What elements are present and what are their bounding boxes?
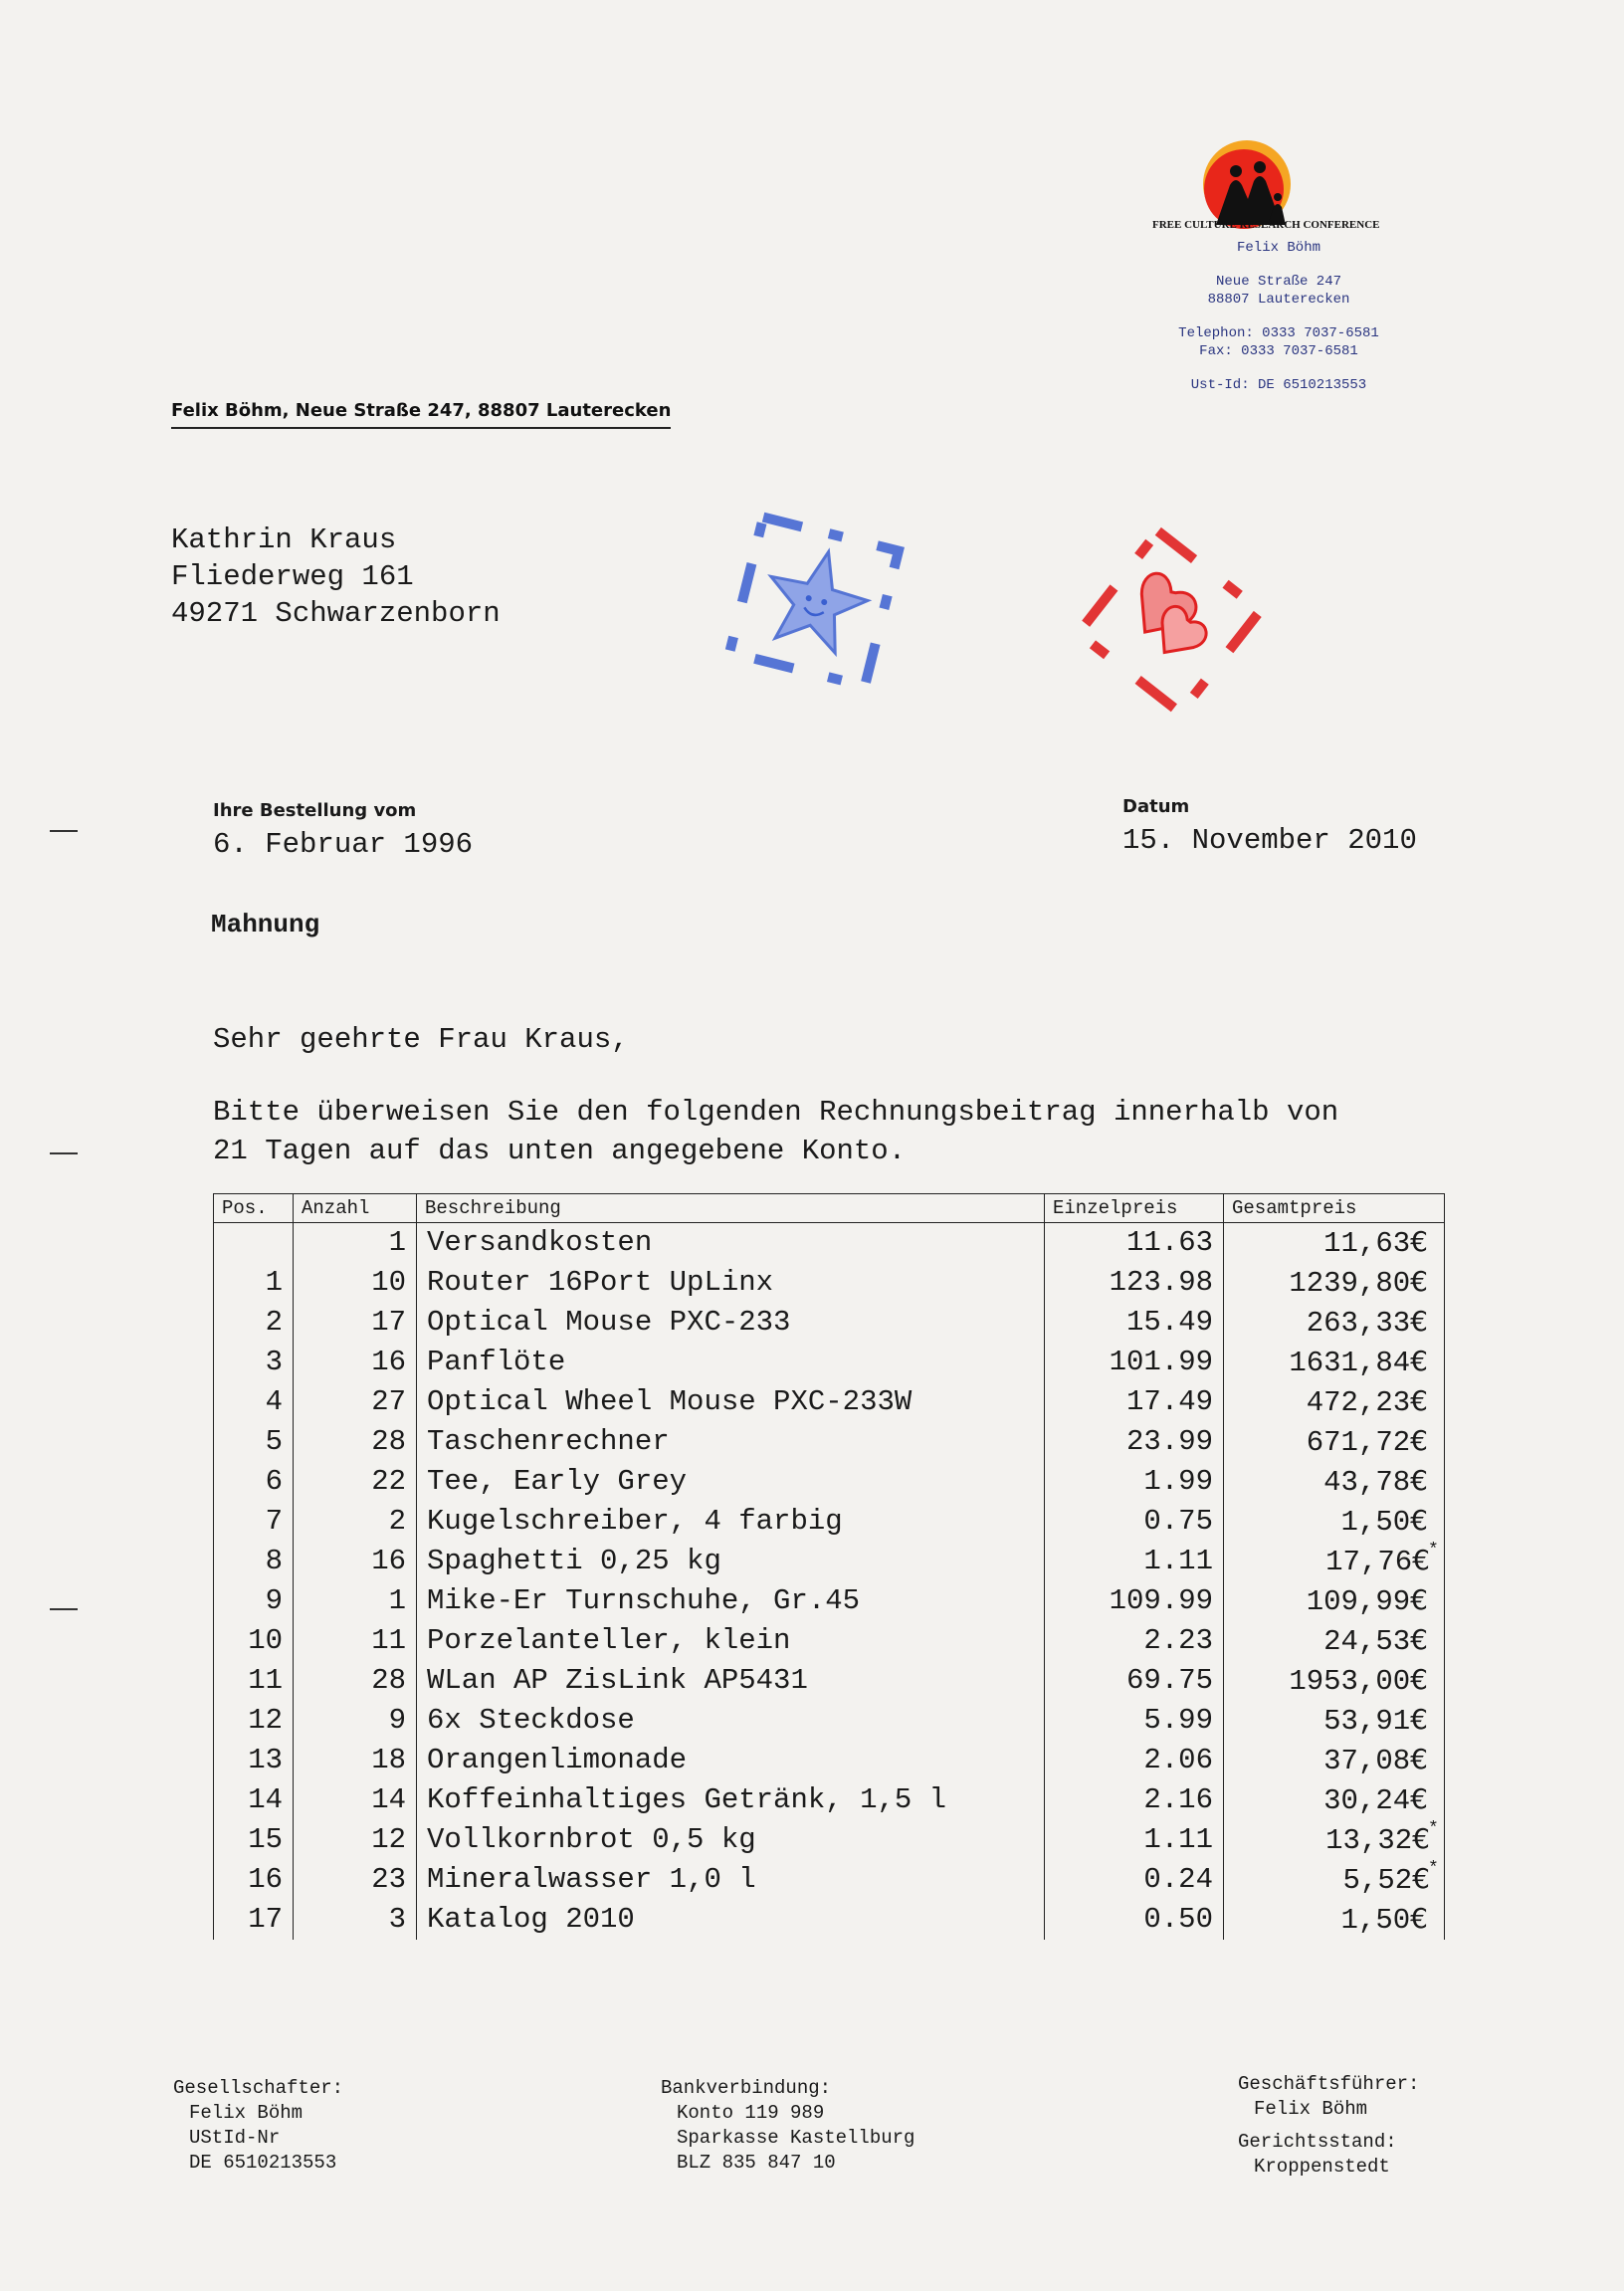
row-total-value: 13,32 — [1325, 1824, 1413, 1857]
logo-text: FREE CULTURE RESEARCH CONFERENCE — [1152, 219, 1380, 231]
footer-bank-account: Konto 119 989 — [677, 2102, 825, 2124]
row-total-price — [1224, 1422, 1445, 1462]
items-table — [213, 1193, 1445, 1940]
order-label: Ihre Bestellung vom — [213, 800, 417, 821]
star-stamp-icon — [716, 503, 915, 702]
row-pos: 11 — [214, 1661, 294, 1701]
euro-sign: € — [1412, 1544, 1430, 1576]
table-row — [214, 1542, 1445, 1581]
greeting: Sehr geehrte Frau Kraus, — [213, 1023, 629, 1056]
recipient-city: 49271 Schwarzenborn — [171, 597, 501, 630]
recipient-street: Fliederweg 161 — [171, 560, 414, 593]
row-qty: 9 — [294, 1701, 417, 1741]
row-description: WLan AP ZisLink AP5431 — [417, 1661, 1045, 1701]
euro-sign: € — [1410, 1345, 1428, 1377]
euro-sign: € — [1410, 1464, 1428, 1497]
return-address: Felix Böhm, Neue Straße 247, 88807 Lauterecken — [171, 400, 671, 429]
footer-court-name: Kroppenstedt — [1254, 2156, 1390, 2178]
row-pos: 17 — [214, 1900, 294, 1940]
euro-sign: € — [1410, 1623, 1428, 1656]
recipient-name: Kathrin Kraus — [171, 523, 397, 556]
table-row — [214, 1860, 1445, 1900]
row-total-value: 1239,80 — [1289, 1267, 1411, 1300]
table-row — [214, 1263, 1445, 1303]
euro-sign: € — [1410, 1265, 1428, 1298]
row-unit-price: 69.75 — [1045, 1661, 1224, 1701]
row-total-value: 43,78 — [1323, 1466, 1411, 1499]
sender-telephone: Telephon: 0333 7037-6581 — [1178, 325, 1379, 341]
footer-ustid-value: DE 6510213553 — [189, 2152, 337, 2174]
body-text — [213, 1093, 1338, 1170]
row-pos: 10 — [214, 1621, 294, 1661]
body-line-2: 21 Tagen auf das unten angegebene Konto. — [213, 1135, 907, 1167]
row-unit-price: 17.49 — [1045, 1382, 1224, 1422]
fold-mark — [50, 830, 78, 832]
date-label: Datum — [1122, 796, 1190, 817]
footer-ceo-name: Felix Böhm — [1254, 2098, 1368, 2120]
table-header-row — [214, 1194, 1445, 1223]
recipient-address — [171, 521, 501, 632]
fold-mark — [50, 1152, 78, 1154]
header-description: Beschreibung — [417, 1194, 1045, 1223]
row-description: Mike-Er Turnschuhe, Gr.45 — [417, 1581, 1045, 1621]
row-unit-price: 123.98 — [1045, 1263, 1224, 1303]
row-total-value: 1,50 — [1340, 1904, 1411, 1937]
row-description: Porzelanteller, klein — [417, 1621, 1045, 1661]
footer-ustid-label: UStId-Nr — [189, 2127, 281, 2149]
footer-shareholder — [173, 2076, 343, 2176]
footer-bank-title: Bankverbindung: — [661, 2077, 832, 2099]
row-total-value: 1,50 — [1340, 1506, 1411, 1539]
row-total-price — [1224, 1382, 1445, 1422]
row-unit-price: 11.63 — [1045, 1223, 1224, 1264]
euro-sign: € — [1412, 1822, 1430, 1855]
row-description: Taschenrechner — [417, 1422, 1045, 1462]
table-row — [214, 1661, 1445, 1701]
row-total-price — [1224, 1462, 1445, 1502]
footer-management — [1238, 2072, 1419, 2180]
row-qty: 28 — [294, 1422, 417, 1462]
row-total-price — [1224, 1502, 1445, 1542]
row-unit-price: 2.16 — [1045, 1780, 1224, 1820]
row-description: Kugelschreiber, 4 farbig — [417, 1502, 1045, 1542]
row-total-value: 1953,00 — [1289, 1665, 1411, 1698]
header-total-price: Gesamtpreis — [1224, 1194, 1445, 1223]
row-total-price — [1224, 1581, 1445, 1621]
euro-sign: € — [1410, 1703, 1428, 1736]
row-description: Vollkornbrot 0,5 kg — [417, 1820, 1045, 1860]
sender-street: Neue Straße 247 — [1215, 274, 1342, 290]
table-row — [214, 1223, 1445, 1264]
row-unit-price: 0.24 — [1045, 1860, 1224, 1900]
euro-sign: € — [1410, 1743, 1428, 1775]
row-unit-price: 2.23 — [1045, 1621, 1224, 1661]
body-line-1: Bitte überweisen Sie den folgenden Rechnungsbeitrag innerhalb von — [213, 1096, 1339, 1129]
row-unit-price: 101.99 — [1045, 1343, 1224, 1382]
footnote-star: * — [1428, 1542, 1439, 1561]
table-row — [214, 1780, 1445, 1820]
footer-shareholder-title: Gesellschafter: — [173, 2077, 344, 2099]
row-pos: 3 — [214, 1343, 294, 1382]
heart-stamp-icon — [1065, 518, 1274, 727]
table-row — [214, 1422, 1445, 1462]
footnote-star: * — [1428, 1860, 1439, 1879]
row-pos: 14 — [214, 1780, 294, 1820]
row-total-value: 109,99 — [1306, 1585, 1411, 1618]
order-date: 6. Februar 1996 — [213, 828, 474, 861]
euro-sign: € — [1410, 1902, 1428, 1935]
row-total-price — [1224, 1741, 1445, 1780]
row-description: Katalog 2010 — [417, 1900, 1045, 1940]
euro-sign: € — [1410, 1424, 1428, 1457]
row-qty: 1 — [294, 1223, 417, 1264]
row-pos: 5 — [214, 1422, 294, 1462]
row-total-price — [1224, 1621, 1445, 1661]
row-total-value: 11,63 — [1323, 1227, 1411, 1260]
euro-sign: € — [1410, 1225, 1428, 1258]
row-description: Optical Mouse PXC-233 — [417, 1303, 1045, 1343]
row-pos: 15 — [214, 1820, 294, 1860]
row-total-value: 17,76 — [1325, 1546, 1413, 1578]
row-total-value: 472,23 — [1306, 1386, 1411, 1419]
row-qty: 10 — [294, 1263, 417, 1303]
row-description: Tee, Early Grey — [417, 1462, 1045, 1502]
euro-sign: € — [1410, 1305, 1428, 1338]
row-unit-price: 2.06 — [1045, 1741, 1224, 1780]
row-pos: 12 — [214, 1701, 294, 1741]
row-unit-price: 15.49 — [1045, 1303, 1224, 1343]
euro-sign: € — [1410, 1583, 1428, 1616]
table-row — [214, 1820, 1445, 1860]
row-description: Panflöte — [417, 1343, 1045, 1382]
row-description: Mineralwasser 1,0 l — [417, 1860, 1045, 1900]
row-qty: 17 — [294, 1303, 417, 1343]
row-pos: 7 — [214, 1502, 294, 1542]
row-description: Orangenlimonade — [417, 1741, 1045, 1780]
row-pos: 9 — [214, 1581, 294, 1621]
row-qty: 28 — [294, 1661, 417, 1701]
row-qty: 16 — [294, 1542, 417, 1581]
table-row — [214, 1701, 1445, 1741]
row-pos: 4 — [214, 1382, 294, 1422]
row-description: Spaghetti 0,25 kg — [417, 1542, 1045, 1581]
footer-shareholder-name: Felix Böhm — [189, 2102, 304, 2124]
row-unit-price: 5.99 — [1045, 1701, 1224, 1741]
row-pos: 1 — [214, 1263, 294, 1303]
sender-fax: Fax: 0333 7037-6581 — [1199, 343, 1358, 359]
table-row — [214, 1741, 1445, 1780]
row-pos: 8 — [214, 1542, 294, 1581]
row-qty: 1 — [294, 1581, 417, 1621]
row-total-value: 37,08 — [1323, 1745, 1411, 1777]
row-total-price — [1224, 1263, 1445, 1303]
sender-block — [1115, 239, 1443, 394]
row-pos: 13 — [214, 1741, 294, 1780]
sender-name: Felix Böhm — [1236, 240, 1320, 256]
table-row — [214, 1303, 1445, 1343]
row-pos — [214, 1223, 294, 1264]
row-unit-price: 1.11 — [1045, 1820, 1224, 1860]
row-total-value: 53,91 — [1323, 1705, 1411, 1738]
sender-city: 88807 Lauterecken — [1207, 292, 1350, 308]
table-row — [214, 1581, 1445, 1621]
footer-ceo-title: Geschäftsführer: — [1238, 2073, 1420, 2095]
footer-bank-blz: BLZ 835 847 10 — [677, 2152, 836, 2174]
row-pos: 2 — [214, 1303, 294, 1343]
row-qty: 22 — [294, 1462, 417, 1502]
row-description: Router 16Port UpLinx — [417, 1263, 1045, 1303]
row-qty: 14 — [294, 1780, 417, 1820]
row-total-price — [1224, 1820, 1445, 1860]
row-total-price — [1224, 1303, 1445, 1343]
table-row — [214, 1900, 1445, 1940]
row-unit-price: 1.99 — [1045, 1462, 1224, 1502]
row-qty: 2 — [294, 1502, 417, 1542]
footer-bank — [661, 2076, 914, 2176]
table-row — [214, 1343, 1445, 1382]
header-pos: Pos. — [214, 1194, 294, 1223]
footnote-star: * — [1428, 1820, 1439, 1839]
row-total-value: 30,24 — [1323, 1784, 1411, 1817]
row-total-value: 263,33 — [1306, 1307, 1411, 1340]
document-date: 15. November 2010 — [1122, 824, 1417, 857]
row-total-value: 24,53 — [1323, 1625, 1411, 1658]
table-row — [214, 1621, 1445, 1661]
sender-ust-id: Ust-Id: DE 6510213553 — [1190, 377, 1367, 393]
row-qty: 16 — [294, 1343, 417, 1382]
row-total-price — [1224, 1701, 1445, 1741]
row-description: Optical Wheel Mouse PXC-233W — [417, 1382, 1045, 1422]
euro-sign: € — [1410, 1384, 1428, 1417]
subject: Mahnung — [211, 910, 320, 939]
euro-sign: € — [1412, 1862, 1430, 1895]
row-total-price — [1224, 1343, 1445, 1382]
header-unit-price: Einzelpreis — [1045, 1194, 1224, 1223]
row-unit-price: 0.50 — [1045, 1900, 1224, 1940]
row-unit-price: 0.75 — [1045, 1502, 1224, 1542]
footer-bank-name: Sparkasse Kastellburg — [677, 2127, 915, 2149]
row-qty: 11 — [294, 1621, 417, 1661]
header-qty: Anzahl — [294, 1194, 417, 1223]
row-total-value: 671,72 — [1306, 1426, 1411, 1459]
euro-sign: € — [1410, 1782, 1428, 1815]
row-total-price — [1224, 1661, 1445, 1701]
row-total-price — [1224, 1900, 1445, 1940]
row-qty: 23 — [294, 1860, 417, 1900]
row-description: Versandkosten — [417, 1223, 1045, 1264]
row-description: Koffeinhaltiges Getränk, 1,5 l — [417, 1780, 1045, 1820]
footer-court-title: Gerichtsstand: — [1238, 2131, 1397, 2153]
row-description: 6x Steckdose — [417, 1701, 1045, 1741]
row-total-price — [1224, 1860, 1445, 1900]
fold-mark — [50, 1608, 78, 1610]
table-row — [214, 1382, 1445, 1422]
table-row — [214, 1502, 1445, 1542]
euro-sign: € — [1410, 1504, 1428, 1537]
row-unit-price: 1.11 — [1045, 1542, 1224, 1581]
euro-sign: € — [1410, 1663, 1428, 1696]
row-pos: 6 — [214, 1462, 294, 1502]
row-qty: 18 — [294, 1741, 417, 1780]
table-row — [214, 1462, 1445, 1502]
row-total-price — [1224, 1780, 1445, 1820]
row-total-price — [1224, 1542, 1445, 1581]
row-pos: 16 — [214, 1860, 294, 1900]
row-qty: 3 — [294, 1900, 417, 1940]
row-qty: 27 — [294, 1382, 417, 1422]
row-qty: 12 — [294, 1820, 417, 1860]
row-total-value: 1631,84 — [1289, 1347, 1411, 1379]
row-unit-price: 109.99 — [1045, 1581, 1224, 1621]
row-total-price — [1224, 1223, 1445, 1264]
row-unit-price: 23.99 — [1045, 1422, 1224, 1462]
row-total-value: 5,52 — [1342, 1864, 1413, 1897]
